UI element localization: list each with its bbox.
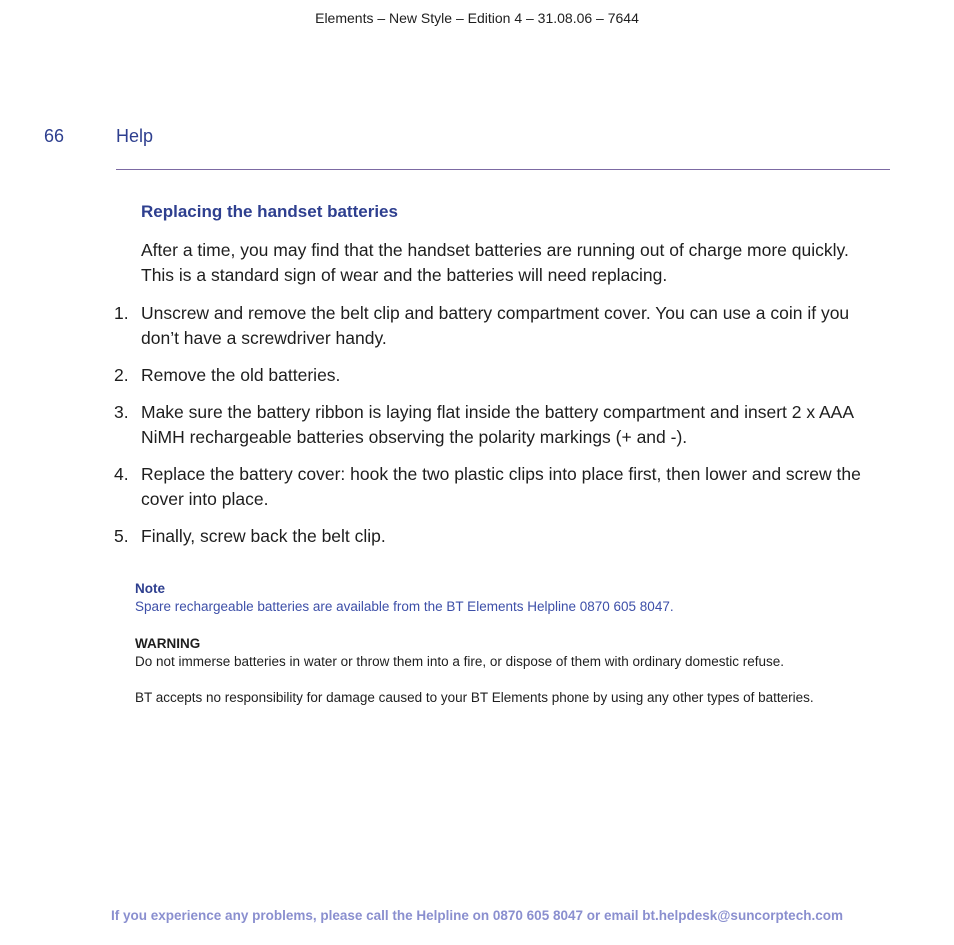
warning-title: WARNING — [135, 636, 201, 651]
step-text: Remove the old batteries. — [141, 365, 341, 385]
note-text: Spare rechargeable batteries are available from the BT Elements Helpline 0870 605 8047. — [135, 599, 674, 614]
document-meta-header: Elements – New Style – Edition 4 – 31.08.06 – 7644 — [315, 10, 639, 26]
page-heading: Replacing the handset batteries — [141, 202, 398, 221]
list-item — [114, 400, 884, 450]
section-title: Help — [116, 126, 154, 146]
step-number: 5. — [114, 526, 129, 546]
warning-block — [135, 635, 895, 671]
step-number: 4. — [114, 464, 129, 484]
list-item — [114, 462, 884, 512]
step-text: Replace the battery cover: hook the two plastic clips into place first, then lower and screw the cover into place. — [141, 464, 861, 509]
page-number: 66 — [44, 126, 65, 146]
step-number: 2. — [114, 365, 129, 385]
step-text: Make sure the battery ribbon is laying flat inside the battery compartment and insert 2 x AAA NiMH rechargeable batteries observing the polarity markings (+ and -). — [141, 402, 854, 447]
step-text: Unscrew and remove the belt clip and battery compartment cover. You can use a coin if you don’t have a screwdriver handy. — [141, 303, 850, 348]
note-block — [135, 580, 895, 616]
list-item — [114, 524, 884, 549]
intro-paragraph: After a time, you may find that the handset batteries are running out of charge more quickly. This is a standard sign of wear and the batteries will need replacing. — [141, 240, 849, 285]
step-text: Finally, screw back the belt clip. — [141, 526, 386, 546]
list-item — [114, 363, 884, 388]
disclaimer-text: BT accepts no responsibility for damage caused to your BT Elements phone by using any other types of batteries. — [135, 690, 814, 705]
step-number: 3. — [114, 402, 129, 422]
note-title: Note — [135, 581, 165, 596]
steps-list — [114, 301, 884, 561]
footer-helpline: If you experience any problems, please call the Helpline on 0870 605 8047 or email bt.helpdesk@suncorptech.com — [111, 908, 843, 923]
step-number: 1. — [114, 303, 129, 323]
section-divider — [116, 169, 890, 170]
warning-text: Do not immerse batteries in water or throw them into a fire, or dispose of them with ordinary domestic refuse. — [135, 654, 785, 669]
list-item — [114, 301, 884, 351]
